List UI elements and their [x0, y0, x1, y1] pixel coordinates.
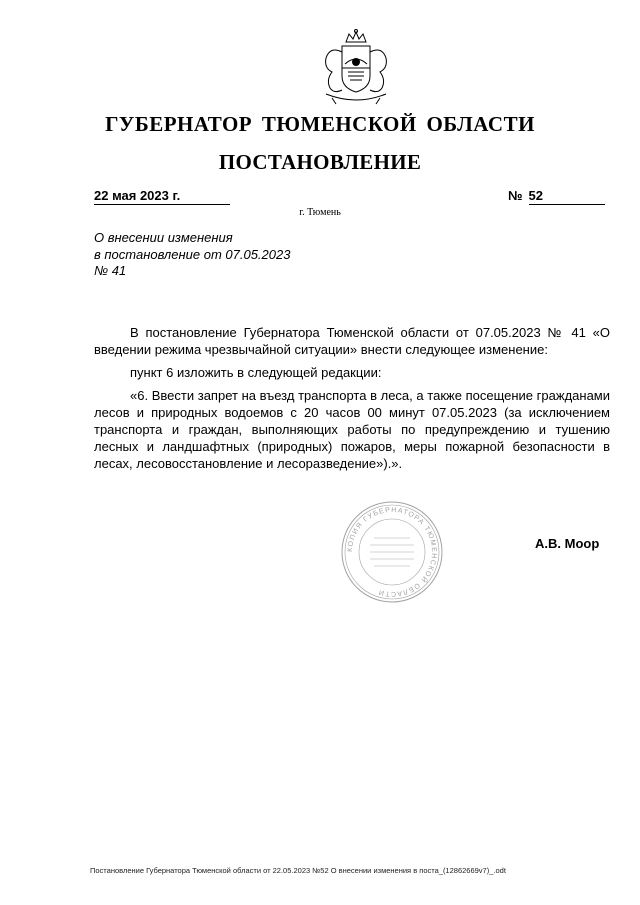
body-paragraph: «6. Ввести запрет на въезд транспорта в леса, а также посещение гражданами лесов и природных водоемов с 20 часов 00 минут 07.05.2023 (за исключением транспорта и граждан, выполняющих работы по предупреждению и тушению лесных и ландшафтных (природных) пожаров, меры пожарной безопасности в лесах, лесовосстановление и лесоразведение»).».	[94, 388, 610, 471]
footer-filename: Постановление Губернатора Тюменской области от 22.05.2023 №52 О внесении изменения в поста_(12862669v7)_.odt	[90, 866, 506, 875]
document-type-title: ПОСТАНОВЛЕНИЕ	[218, 150, 422, 174]
document-body	[94, 324, 610, 478]
number-sign: №	[508, 188, 523, 203]
body-paragraph: пункт 6 изложить в следующей редакции:	[130, 365, 382, 380]
subject-line: № 41	[94, 263, 127, 278]
issuing-authority-title: ГУБЕРНАТОР ТЮМЕНСКОЙ ОБЛАСТИ	[105, 112, 535, 136]
svg-text:КОПИЯ ГУБЕРНАТОРА ТЮМЕНСКОЙ ОБ: КОПИЯ ГУБЕРНАТОРА ТЮМЕНСКОЙ ОБЛАСТИ	[346, 506, 438, 598]
subject-line: в постановление от 07.05.2023	[94, 246, 291, 262]
coat-of-arms-icon	[312, 28, 400, 108]
subject-line: О внесении изменения	[94, 230, 233, 245]
document-subject	[94, 230, 290, 280]
city-label: г. Тюмень	[299, 207, 341, 218]
document-number	[508, 188, 605, 205]
body-paragraph: В постановление Губернатора Тюменской области от 07.05.2023 № 41 «О введении режима чрезвычайной ситуации» внести следующее изменение:	[94, 325, 610, 357]
signer-name: А.В. Моор	[535, 536, 600, 551]
number-value: 52	[529, 188, 606, 205]
document-date: 22 мая 2023 г.	[94, 188, 230, 205]
official-seal-stamp-icon	[340, 500, 444, 604]
